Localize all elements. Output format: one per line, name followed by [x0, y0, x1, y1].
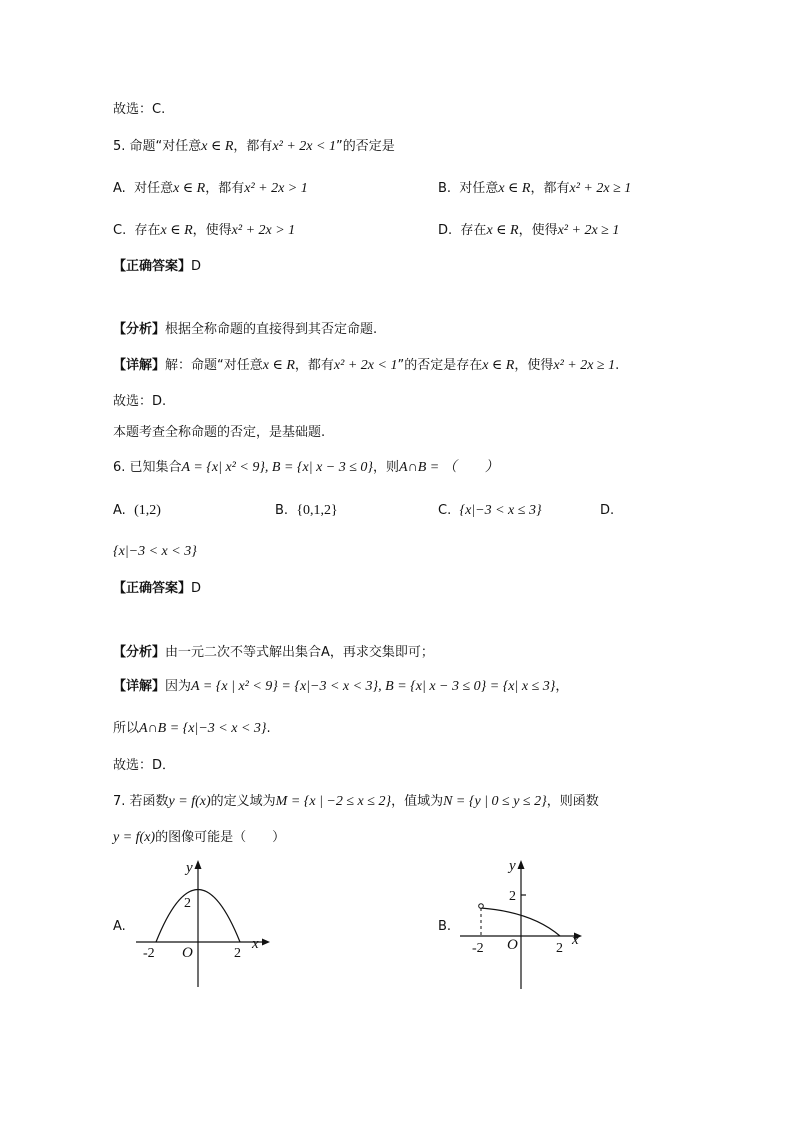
graph-a-y-arrow — [195, 860, 202, 869]
q7-stem — [113, 793, 599, 811]
graph-b-pos-2: 2 — [556, 941, 563, 956]
q7-stem-domain: M = {x | −2 ≤ x ≤ 2} — [275, 794, 392, 809]
graph-a-pos-2: 2 — [234, 946, 241, 961]
q6-option-d-label: D. — [600, 503, 615, 518]
q7-line2-fn: y = f(x) — [113, 830, 156, 845]
q6-detail-a: 因为 — [165, 679, 192, 694]
q5-option-a-set: x ∈ R — [173, 181, 206, 196]
q5-option-b-pre: 对任意 — [459, 181, 499, 196]
q5-option-c-expr: x² + 2x > 1 — [231, 223, 296, 238]
q5-detail-c: ”的否定是存在 — [397, 358, 483, 373]
q5-option-b-mid: ，都有 — [530, 181, 570, 196]
q6-analysis-text: 由一元二次不等式解出集合A，再求交集即可； — [165, 645, 434, 660]
graph-b-neg-2: -2 — [472, 941, 484, 956]
q7-line2-text: 的图像可能是（ ） — [155, 830, 286, 845]
q6-option-c-label: C. — [438, 503, 452, 518]
q5-option-c[interactable] — [113, 222, 295, 240]
graph-a-origin: O — [182, 945, 193, 961]
q5-detail-d: ，使得 — [514, 358, 554, 373]
q5-detail-a: 解：命题“对任意 — [165, 358, 263, 373]
q5-option-c-pre: 存在 — [134, 223, 161, 238]
previous-conclusion: 故选：C. — [113, 102, 166, 117]
q5-conclusion: 故选：D. — [113, 394, 167, 409]
q6-option-a-value: (1,2) — [134, 503, 161, 518]
q6-option-c-value: {x|−3 < x ≤ 3} — [459, 503, 542, 518]
q6-so — [113, 720, 271, 738]
q5-answer-value: D — [191, 259, 202, 274]
q5-option-d-pre: 存在 — [460, 223, 487, 238]
q5-option-d-mid: ，使得 — [518, 223, 558, 238]
q6-stem-mid: ，则 — [373, 460, 400, 475]
q5-option-a-expr: x² + 2x > 1 — [244, 181, 308, 196]
q6-analysis — [113, 644, 434, 662]
q6-so-expr: A∩B = {x|−3 < x < 3} — [139, 721, 267, 736]
q6-stem-expr: A∩B = （ ） — [399, 460, 499, 475]
q5-detail-set2: x ∈ R — [482, 358, 515, 373]
q5-answer-label: 【正确答案】 — [113, 259, 192, 274]
q7-stem-mid: 的定义域为 — [210, 794, 276, 809]
q6-option-d-value: {x|−3 < x < 3} — [113, 544, 197, 559]
q5-option-c-set: x ∈ R — [160, 223, 193, 238]
q5-option-c-mid: ，使得 — [192, 223, 232, 238]
q6-option-b[interactable] — [275, 502, 338, 520]
q5-stem-prefix: 5. 命题“对任意 — [113, 139, 202, 154]
q6-so-prefix: 所以 — [113, 721, 140, 736]
q5-detail-expr1: x² + 2x < 1 — [333, 358, 398, 373]
q5-detail-end: . — [615, 358, 620, 373]
q5-option-b-expr: x² + 2x ≥ 1 — [569, 181, 632, 196]
q7-graph-a[interactable] — [128, 852, 278, 992]
q5-detail-set: x ∈ R — [262, 358, 295, 373]
q5-option-b-label: B. — [438, 181, 452, 196]
q7-option-a-label[interactable]: A. — [113, 919, 126, 934]
q5-analysis-label: 【分析】 — [113, 322, 166, 337]
graph-b-y-arrow — [518, 860, 525, 869]
q6-stem-sets: A = {x| x² < 9}, B = {x| x − 3 ≤ 0} — [181, 460, 374, 475]
q6-answer-label: 【正确答案】 — [113, 581, 192, 596]
q6-analysis-label: 【分析】 — [113, 645, 166, 660]
graph-b-top-2: 2 — [509, 889, 516, 904]
q6-detail — [113, 678, 568, 696]
q5-option-b[interactable] — [438, 180, 631, 198]
q5-stem-expr: x² + 2x < 1 — [272, 139, 336, 154]
q7-stem-fn: y = f(x) — [168, 794, 211, 809]
q5-option-d-set: x ∈ R — [486, 223, 519, 238]
q5-stem-mid: ，都有 — [233, 139, 273, 154]
q5-option-a-pre: 对任意 — [134, 181, 174, 196]
q5-analysis — [113, 321, 377, 339]
q5-detail — [113, 357, 619, 375]
q5-option-d-label: D. — [438, 223, 453, 238]
q5-option-d-expr: x² + 2x ≥ 1 — [557, 223, 620, 238]
graph-b-open-point — [479, 904, 484, 909]
graph-a-y-label: y — [186, 860, 193, 876]
graph-a-neg-2: -2 — [143, 946, 155, 961]
graph-a-x-arrow — [262, 939, 270, 946]
q7-option-b-label[interactable]: B. — [438, 919, 452, 934]
q7-stem-prefix: 7. 若函数 — [113, 794, 169, 809]
q6-stem-prefix: 6. 已知集合 — [113, 460, 182, 475]
q6-detail-expr: A = {x | x² < 9} = {x|−3 < x < 3}, B = {x| x − 3 ≤ 0} = {x| x ≤ 3} — [191, 679, 556, 694]
q6-conclusion: 故选：D． — [113, 758, 176, 773]
q5-detail-expr2: x² + 2x ≥ 1 — [553, 358, 616, 373]
graph-b-x-label: x — [572, 932, 579, 948]
q5-option-c-label: C. — [113, 223, 127, 238]
q7-stem-range: N = {y | 0 ≤ y ≤ 2} — [443, 794, 547, 809]
q7-graph-b[interactable] — [452, 852, 602, 992]
q6-detail-end: ， — [555, 679, 569, 694]
q6-option-a-label: A. — [113, 503, 126, 518]
q5-stem-set: x ∈ R — [201, 139, 234, 154]
q6-so-end: . — [266, 721, 271, 736]
q5-option-d[interactable] — [438, 222, 619, 240]
q6-answer — [113, 580, 201, 598]
q5-remark: 本题考查全称命题的否定，是基础题. — [113, 425, 326, 440]
q5-answer — [113, 258, 201, 276]
q6-option-d[interactable] — [600, 502, 614, 520]
q6-stem — [113, 459, 499, 477]
q5-option-a-mid: ，都有 — [205, 181, 245, 196]
graph-a-top-2: 2 — [184, 896, 191, 911]
graph-b-y-label: y — [509, 858, 516, 874]
q5-option-a-label: A. — [113, 181, 126, 196]
graph-b-origin: O — [507, 937, 518, 953]
q6-option-c[interactable] — [438, 502, 542, 520]
q5-detail-b: ，都有 — [294, 358, 334, 373]
q5-option-b-set: x ∈ R — [498, 181, 531, 196]
q5-stem-suffix: ”的否定是 — [335, 139, 395, 154]
q6-answer-value: D — [191, 581, 202, 596]
graph-a-x-label: x — [252, 936, 259, 952]
q5-option-a[interactable] — [113, 180, 308, 198]
q6-option-d-value-line[interactable] — [113, 543, 197, 561]
q7-stem-end: ，则函数 — [546, 794, 599, 809]
q6-option-b-label: B. — [275, 503, 289, 518]
q6-option-b-value: {0,1,2} — [296, 503, 338, 518]
q5-stem — [113, 138, 395, 156]
q7-stem-line2 — [113, 829, 285, 847]
q7-stem-mid2: ，值域为 — [391, 794, 444, 809]
q6-detail-label: 【详解】 — [113, 679, 166, 694]
q6-option-a[interactable] — [113, 502, 161, 520]
q5-analysis-text: 根据全称命题的直接得到其否定命题. — [165, 322, 378, 337]
q5-detail-label: 【详解】 — [113, 358, 166, 373]
